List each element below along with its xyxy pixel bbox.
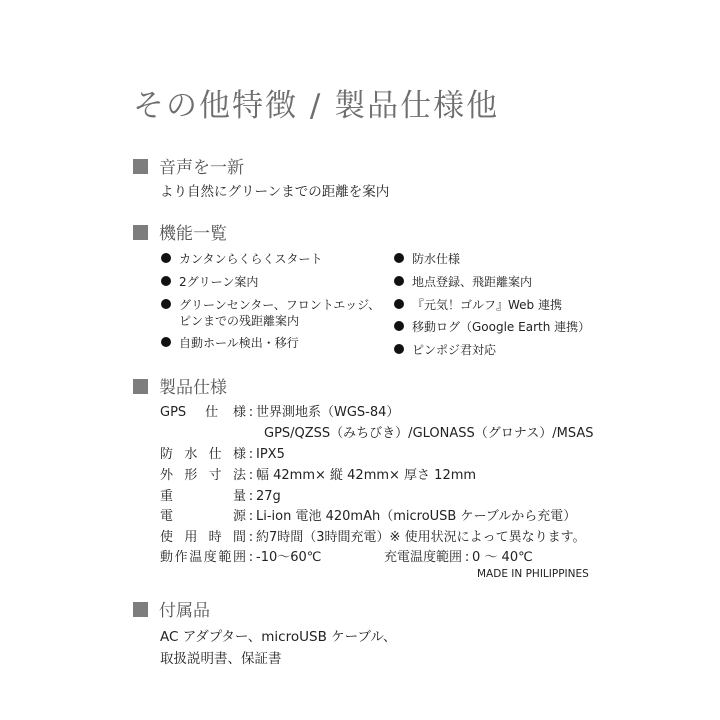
bullet-dot bbox=[161, 276, 171, 286]
feature-item: 移動ログ（Google Earth 連携） bbox=[394, 318, 590, 335]
made-in-label: MADE IN PHILIPPINES bbox=[477, 568, 589, 580]
accessories-line-2: 取扱説明書、保証書 bbox=[160, 651, 282, 667]
spec-value: 世界測地系（WGS-84） bbox=[256, 405, 400, 420]
spec-row-operating-temp: 動作温度範囲 : -10〜60℃ bbox=[160, 546, 321, 565]
features-heading bbox=[133, 219, 227, 244]
specs-heading-text: 製品仕様 bbox=[159, 378, 227, 398]
feature-item: カンタンらくらくスタート bbox=[161, 250, 323, 267]
spec-label: 動作温度範囲 bbox=[160, 550, 246, 565]
accessories-heading bbox=[133, 596, 210, 621]
page-title: その他特徴 / 製品仕様他 bbox=[133, 88, 500, 124]
section-marker bbox=[133, 602, 148, 617]
spec-value: 0 〜 40℃ bbox=[472, 550, 533, 565]
spec-label: 重量 bbox=[160, 489, 246, 504]
spec-label: 防水仕様 bbox=[160, 447, 246, 462]
feature-item: 『元気！ゴルフ』Web 連携 bbox=[394, 296, 562, 313]
feature-item: 地点登録、飛距離案内 bbox=[394, 273, 532, 290]
bullet-dot bbox=[394, 276, 404, 286]
spec-value: 約7時間（3時間充電）※ 使用状況によって異なります。 bbox=[256, 530, 586, 545]
spec-label: 使用時間 bbox=[160, 530, 246, 545]
voice-heading-text: 音声を一新 bbox=[159, 158, 244, 178]
spec-value: Li-ion 電池 420mAh（microUSB ケーブルから充電） bbox=[256, 509, 577, 524]
bullet-dot bbox=[394, 321, 404, 331]
spec-value: 27g bbox=[256, 489, 281, 504]
feature-item: 防水仕様 bbox=[394, 250, 460, 267]
specs-heading bbox=[133, 373, 227, 398]
bullet-dot bbox=[161, 337, 171, 347]
spec-label: GPS 仕様 bbox=[160, 405, 246, 420]
spec-value: 幅 42mm× 縦 42mm× 厚さ 12mm bbox=[256, 468, 477, 483]
voice-heading bbox=[133, 153, 244, 178]
spec-row-gps-line2: GPS/QZSS（みちびき）/GLONASS（グロナス）/MSAS bbox=[264, 426, 594, 441]
accessories-line-1: AC アダプター、microUSB ケーブル、 bbox=[160, 629, 397, 645]
bullet-dot bbox=[161, 299, 171, 309]
spec-row-weight: 重量 : 27g bbox=[160, 485, 281, 504]
section-marker bbox=[133, 379, 148, 394]
spec-row-time: 使用時間 : 約7時間（3時間充電）※ 使用状況によって異なります。 bbox=[160, 526, 586, 545]
bullet-dot bbox=[394, 299, 404, 309]
spec-label: 充電温度範囲 bbox=[384, 550, 463, 565]
feature-item: 自動ホール検出・移行 bbox=[161, 334, 299, 351]
section-marker bbox=[133, 159, 148, 174]
bullet-dot bbox=[394, 253, 404, 263]
spec-row-size: 外形寸法 : 幅 42mm× 縦 42mm× 厚さ 12mm bbox=[160, 464, 476, 483]
feature-item: グリーンセンター、フロントエッジ、 bbox=[161, 296, 380, 313]
spec-value: -10〜60℃ bbox=[256, 550, 322, 565]
feature-item: ピンポジ君対応 bbox=[394, 341, 496, 358]
features-heading-text: 機能一覧 bbox=[159, 224, 227, 244]
bullet-dot bbox=[161, 253, 171, 263]
feature-item: 2グリーン案内 bbox=[161, 273, 258, 290]
section-marker bbox=[133, 225, 148, 240]
spec-value: IPX5 bbox=[256, 447, 285, 462]
spec-row-charging-temp: 充電温度範囲 : 0 〜 40℃ bbox=[384, 550, 533, 565]
spec-row-water: 防水仕様 : IPX5 bbox=[160, 443, 285, 462]
bullet-dot bbox=[394, 344, 404, 354]
feature-item-continued: ピンまでの残距離案内 bbox=[179, 314, 300, 328]
accessories-heading-text: 付属品 bbox=[159, 601, 210, 621]
spec-row-power: 電源 : Li-ion 電池 420mAh（microUSB ケーブルから充電） bbox=[160, 505, 576, 524]
spec-label: 電源 bbox=[160, 509, 246, 524]
spec-row-gps: GPS 仕様 : 世界測地系（WGS-84） bbox=[160, 401, 399, 420]
voice-text: より自然にグリーンまでの距離を案内 bbox=[160, 184, 390, 200]
spec-label: 外形寸法 bbox=[160, 468, 246, 483]
